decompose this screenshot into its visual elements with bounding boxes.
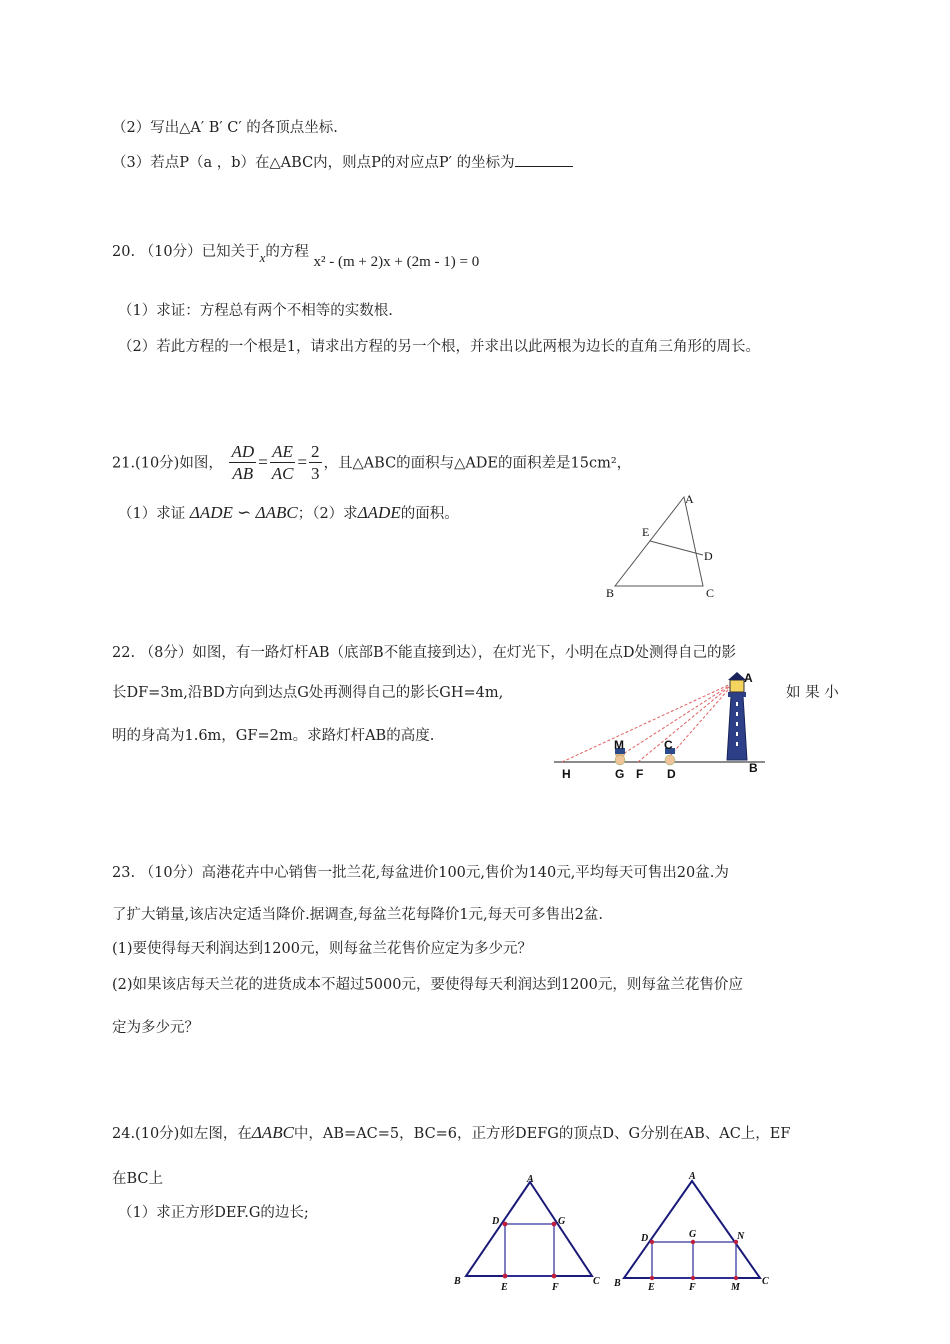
q21-frac-ae-ac (270, 442, 296, 485)
q20-equation: x² - (m + 2)x + (2m - 1) = 0 (313, 254, 480, 270)
q20-var-x: x (259, 250, 266, 265)
light-ray-m (620, 682, 735, 756)
fig1-label-a: A (527, 1174, 534, 1185)
q21-heading-tail: ，且△ABC的面积与△ADE的面积差是15cm²， (323, 455, 632, 472)
q21-label-b: B (606, 586, 615, 600)
q21-heading (112, 442, 631, 485)
q22-line2-tail: 如 果 小 (786, 685, 839, 701)
fig2-label-d: D (641, 1233, 649, 1244)
lamp-tower (727, 672, 747, 760)
fig2-label-n: N (737, 1231, 745, 1242)
q22-label-h: H (562, 767, 571, 781)
q22-figure (550, 668, 775, 808)
fig1-triangle-abc (466, 1182, 592, 1276)
q22-label-d: D (667, 767, 676, 781)
fig1-square-defg (505, 1224, 554, 1276)
q21-heading-text: 21.(10分)如图， (112, 455, 223, 472)
q23-part1: (1)要使得每天利润达到1200元，则每盆兰花售价应定为多少元？ (112, 941, 532, 957)
fig2-label-a: A (689, 1171, 696, 1182)
q21-part2-tail: 的面积。 (400, 506, 459, 522)
fig1-label-f: F (552, 1282, 559, 1293)
q23-part2-line1: (2)如果该店每天兰花的进货成本不超过5000元，要使得每天利润达到1200元，则每盆兰花售价应 (112, 977, 743, 993)
q20-heading-mid: 的方程 (265, 244, 309, 260)
fig1-label-d: D (492, 1216, 500, 1227)
q22-label-a: A (744, 671, 753, 685)
q21-label-e: E (642, 525, 650, 539)
light-ray-h (562, 682, 735, 762)
q19-part3-text: （3）若点P（a ，b）在△ABC内，则点P的对应点P′ 的坐标为 (112, 155, 515, 171)
q21-frac3-den: 3 (311, 464, 320, 483)
q21-label-a: A (685, 492, 694, 506)
q24-tri-abc: ΔABC (251, 1123, 294, 1142)
fig2-label-c: C (762, 1276, 769, 1287)
q21-label-c: C (706, 586, 715, 600)
q21-parts (118, 502, 459, 523)
q24-heading-tail: 中，AB=AC=5，BC=6，正方形DEFG的顶点D、G分别在AB、AC上，EF (293, 1126, 791, 1142)
fig2-label-g: G (689, 1229, 697, 1240)
q21-eq-1: = (258, 452, 268, 472)
q21-label-d: D (704, 549, 713, 563)
q23-line1: 23. （10分）高港花卉中心销售一批兰花,每盆进价100元,售价为140元,平均每天可售出20盆.为 (112, 865, 729, 881)
fig1-label-e: E (501, 1282, 508, 1293)
q19-part3 (112, 151, 573, 172)
q20-heading-text: 20. （10分）已知关于 (112, 244, 260, 260)
q22-line3: 明的身高为1.6m，GF=2m。求路灯杆AB的高度. (112, 728, 435, 744)
q19-part2: （2）写出△A′ B′ C′ 的各顶点坐标. (112, 120, 338, 136)
q22-label-b: B (749, 761, 758, 775)
fig2-rectangle (652, 1242, 736, 1278)
q21-frac1-den: AB (232, 464, 254, 483)
light-ray-f (638, 682, 735, 762)
fig2-label-b: B (614, 1278, 621, 1289)
q21-eq-2: = (297, 452, 308, 472)
light-ray-c (670, 682, 735, 756)
q21-frac3-num: 2 (311, 442, 320, 461)
fig2-label-e: E (648, 1282, 655, 1293)
q21-frac2-den: AC (271, 464, 294, 483)
q22-label-g: G (615, 767, 625, 781)
q21-frac-ad-ab (229, 442, 256, 485)
q21-part1-sep: ；（2）求 (297, 506, 358, 522)
q21-frac2-num: AE (270, 442, 296, 463)
fig1-label-c: C (593, 1276, 600, 1287)
fig2-label-m: M (731, 1282, 740, 1293)
q22-label-c: C (664, 738, 673, 752)
q23-part2-line2: 定为多少元？ (112, 1020, 199, 1036)
q24-heading-pre: 24.(10分)如左图，在 (112, 1126, 252, 1142)
q20-part1: （1）求证：方程总有两个不相等的实数根. (118, 303, 393, 319)
q24-heading (112, 1122, 790, 1143)
q21-tri-ade: ΔADE (357, 503, 401, 522)
q24-figure-right (612, 1166, 777, 1294)
q21-figure (595, 488, 730, 603)
q22-label-m: M (614, 738, 624, 752)
answer-blank (515, 152, 573, 167)
q21-frac1-num: AD (231, 442, 255, 461)
fig1-label-b: B (454, 1276, 461, 1287)
q20-heading (112, 240, 479, 271)
q23-line2: 了扩大销量,该店决定适当降价.据调查,每盆兰花每降价1元,每天可多售出2盆. (112, 907, 603, 923)
q24-figure-left (452, 1170, 607, 1295)
q21-triangle-abc (615, 497, 703, 586)
fig1-label-g: G (558, 1216, 566, 1227)
q24-part1: （1）求正方形DEF.G的边长; (118, 1205, 309, 1221)
q21-frac-2-3 (309, 442, 322, 485)
q24-line2: 在BC上 (112, 1171, 164, 1187)
q21-similar: ΔADE ∽ ΔABC (189, 503, 298, 522)
q20-part2: （2）若此方程的一个根是1，请求出方程的另一个根，并求出以此两根为边长的直角三角形的周长。 (118, 339, 760, 355)
q22-line1: 22. （8分）如图，有一路灯杆AB（底部B不能直接到达），在灯光下，小明在点D处测得自己的影 (112, 645, 737, 661)
q22-label-f: F (636, 767, 644, 781)
q22-line2: 长DF=3m,沿BD方向到达点G处再测得自己的影长GH=4m, (112, 685, 504, 701)
fig2-label-f: F (689, 1282, 696, 1293)
q21-part1-pre: （1）求证 (118, 506, 186, 522)
